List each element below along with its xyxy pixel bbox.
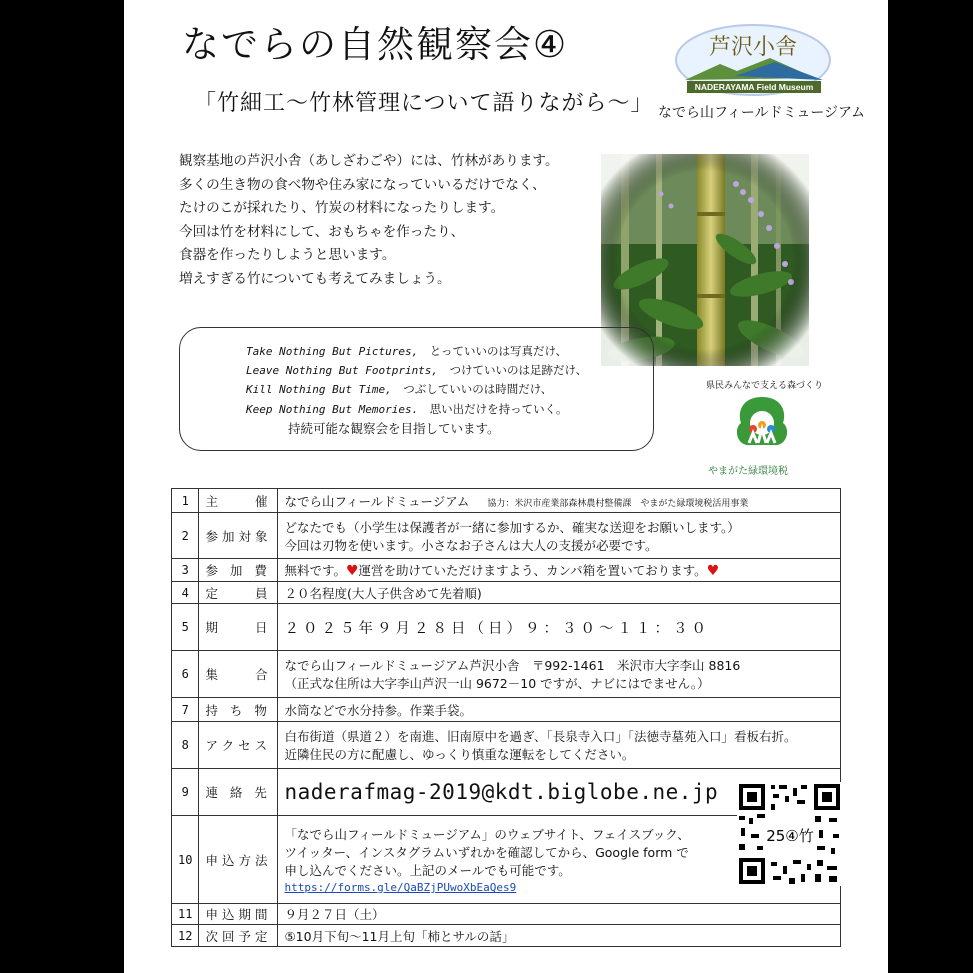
table-row: 12 次回予定 ⑤10月下旬～11月上旬「柿とサルの話」: [172, 925, 841, 947]
svg-text:25④竹: 25④竹: [766, 827, 814, 845]
page-subtitle: 「竹細工～竹林管理について語りながら～」: [194, 91, 654, 116]
table-row: 7 持 ち 物 水筒などで水分持参。作業手袋。: [172, 698, 841, 722]
museum-caption: なでら山フィールドミュージアム: [658, 105, 866, 121]
motto-line: Keep Nothing But Memories. 思い出だけを持っていく。: [246, 401, 568, 416]
svg-text:芦沢小舎: 芦沢小舎: [708, 35, 798, 60]
heart-icon: ♥: [706, 563, 720, 579]
museum-logo: [675, 24, 832, 96]
table-row: 2 参加対象 どなたでも（小学生は保護者が一緒に参加するか、確実な送迎をお願いします。） 今回は刃物を使います。小さなお子さんは大人の支援が必要です。: [172, 513, 841, 559]
page-title: なでらの自然観察会④: [182, 23, 569, 66]
green-tax-logo: [729, 393, 795, 457]
motto-box: [179, 327, 654, 451]
table-row: 8 アクセス 白布街道（県道２）を南進、旧南原中を過ぎ、「長泉寺入口」「法徳寺墓苑入口」看板右折。 近隣住民の方に配慮し、ゆっくり慎重な運転をしてください。: [172, 722, 841, 769]
motto-summary: 持続可能な観察会を目指しています。: [288, 420, 500, 436]
svg-text:NADERAYAMA Field Museum: NADERAYAMA Field Museum: [694, 82, 814, 92]
table-row: 11 申込期間 ９月２７日（土）: [172, 904, 841, 925]
table-row: 5 期 日 ２０２５年９月２８日（日）９：３０～１１：３０: [172, 604, 841, 651]
qr-code[interactable]: [737, 782, 842, 886]
google-form-link[interactable]: https://forms.gle/QaBZjPUwoXbEaQes9: [284, 881, 517, 894]
motto-line: Take Nothing But Pictures, とっていいのは写真だけ、: [246, 344, 567, 358]
green-name: やまがた緑環境税: [708, 466, 788, 477]
flyer-page: [124, 0, 888, 973]
table-row: 6 集 合 なでら山フィールドミュージアム芦沢小舎 〒992-1461 米沢市大字李山 8816 （正式な住所は大字李山芦沢一山 9672－10 ですが、ナビにはでません。）: [172, 651, 841, 698]
motto-line: Leave Nothing But Footprints, つけていいのは足跡だけ、: [246, 363, 588, 378]
table-row: 4 定 員 ２０名程度(大人子供含めて先着順): [172, 582, 841, 604]
table-row: 1 主 催 なでら山フィールドミュージアム 協力：米沢市産業部森林農村整備課 やまがた緑環境税活用事業: [172, 489, 841, 513]
green-caption: 県民みんなで支える森づくり: [706, 381, 824, 391]
heart-icon: ♥: [345, 563, 359, 579]
intro-text: 観察基地の芦沢小舎（あしざわごや）には、竹林があります。 多くの生き物の食べ物や住み家になっていいるだけでなく、 たけのこが採れたり、竹炭の材料になったりします。 今回は竹を材料にして、おもちゃを作ったり、 食器を作ったりしようと思います。 増えすぎる竹についても考えてみましょう。: [179, 153, 559, 287]
table-row: 10 申込方法 「なでら山フィールドミュージアム」のウェブサイト、フェイスブック、 ツイッター、インスタグラムいずれかを確認してから、Google form で 申し込んでください。上記のメールでも可能です。 https://forms.gle/QaBZjPUwoXbEaQes9: [172, 816, 841, 904]
motto-line: Kill Nothing But Time, つぶしていいのは時間だけ、: [246, 382, 553, 397]
table-row: 9 連 絡 先 naderafmag-2019@kdt.biglobe.ne.jp: [172, 769, 841, 816]
contact-email[interactable]: naderafmag-2019@kdt.biglobe.ne.jp: [278, 769, 841, 816]
table-row: 3 参 加 費 無料です。♥運営を助けていただけますよう、カンパ箱を置いております。♥: [172, 559, 841, 582]
